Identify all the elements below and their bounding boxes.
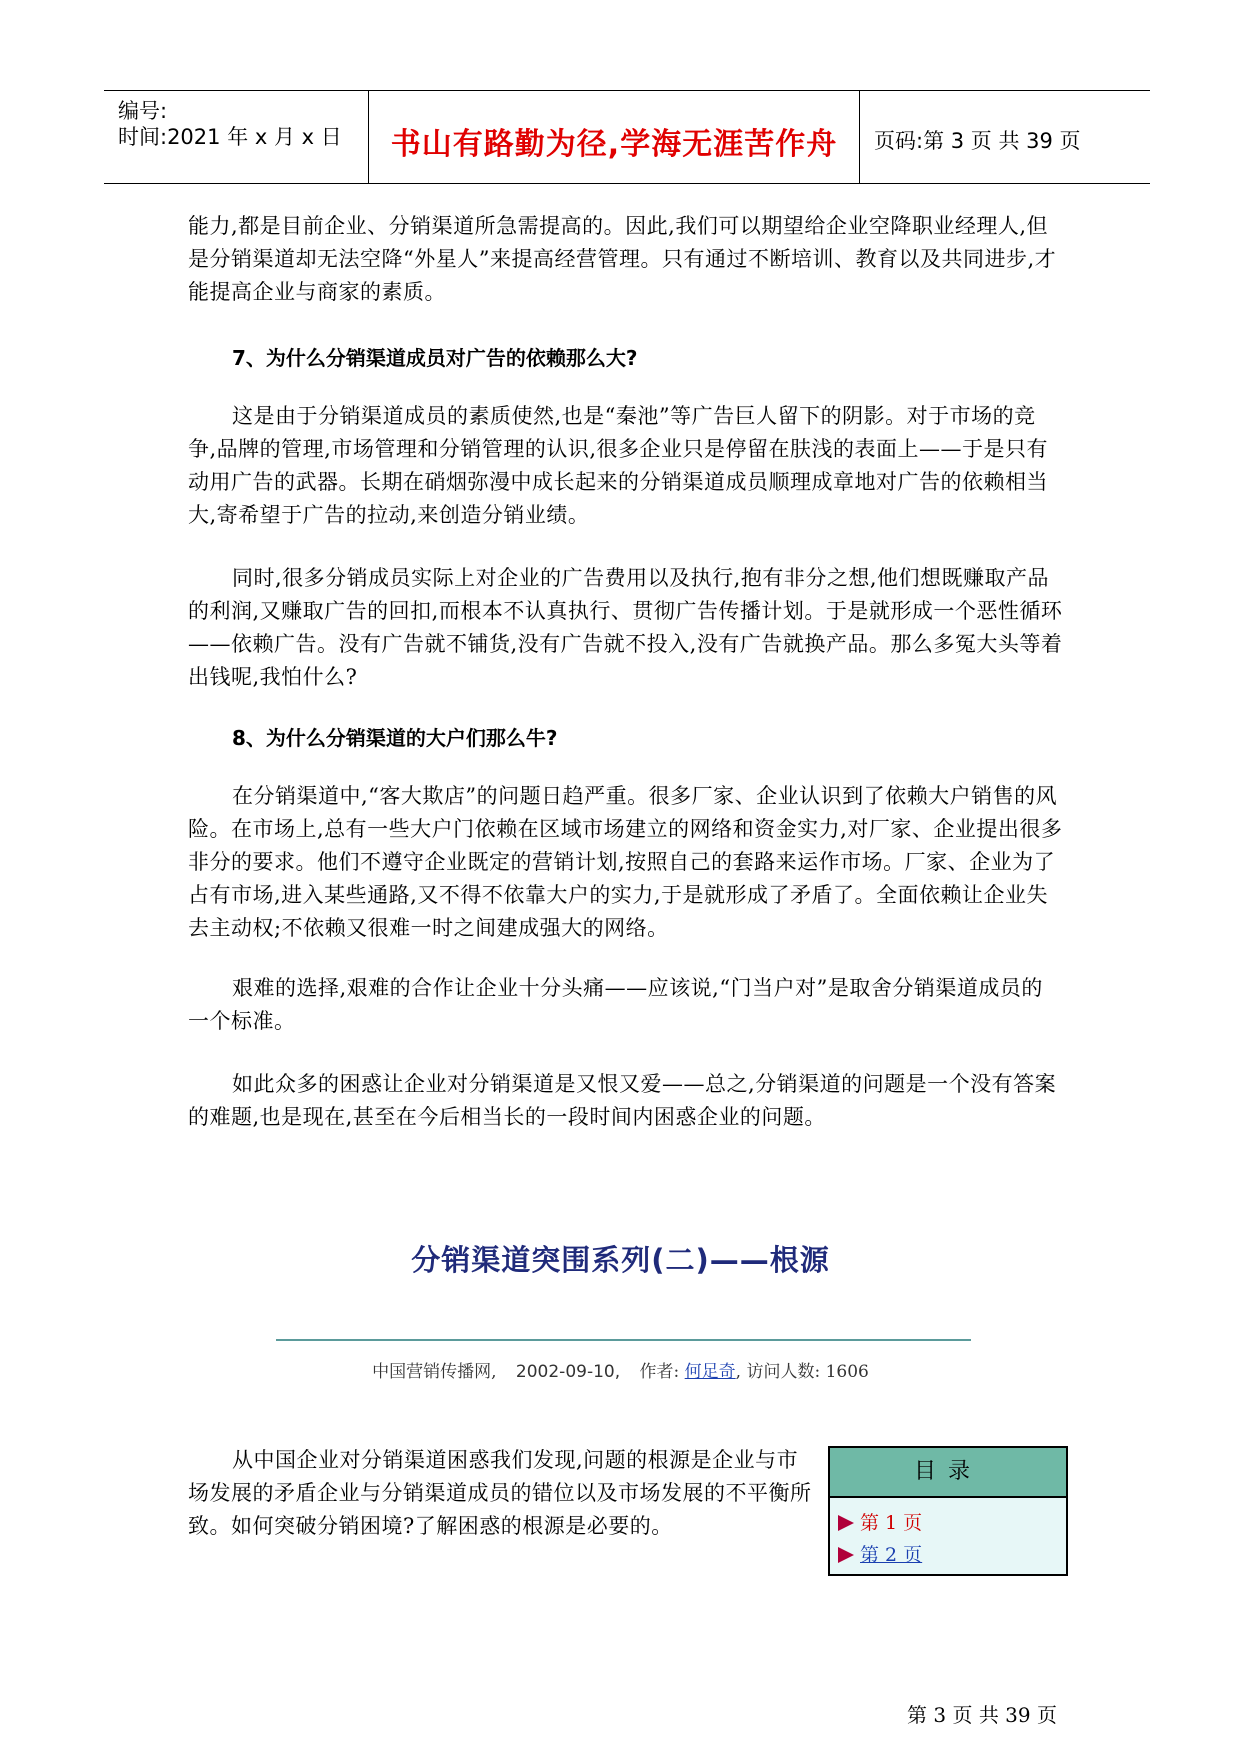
paragraph-6-block xyxy=(188,1068,1064,1134)
doc-time-label: 时间:2021 年 x 月 x 日 xyxy=(118,125,342,149)
article-intro-block xyxy=(188,1444,816,1543)
paragraph-2-block xyxy=(188,400,1064,532)
header-page-code: 页码:第 3 页 共 39 页 xyxy=(874,129,1081,153)
doc-number-label: 编号: xyxy=(118,99,168,123)
paragraph: 艰难的选择,艰难的合作让企业十分头痛——应该说,“门当户对”是取舍分销渠道成员的一个标准。 xyxy=(188,976,1043,1033)
header-right-cell xyxy=(860,91,1150,183)
article-author-label: 作者: xyxy=(639,1362,680,1382)
arrow-right-icon xyxy=(838,1515,854,1531)
article-author-link[interactable]: 何足奇 xyxy=(684,1362,736,1382)
page-footer: 第 3 页 共 39 页 xyxy=(907,1703,1057,1727)
paragraph: 从中国企业对分销渠道困惑我们发现,问题的根源是企业与市场发展的矛盾企业与分销渠道成员的错位以及市场发展的不平衡所致。如何突破分销困境?了解困惑的根源是必要的。 xyxy=(188,1448,812,1538)
question-heading: 7、为什么分销渠道成员对广告的依赖那么大? xyxy=(232,346,638,370)
paragraph-1-block xyxy=(188,210,1064,309)
header-motto: 书山有路勤为径,学海无涯苦作舟 xyxy=(390,127,838,162)
article-visits: , 访问人数: 1606 xyxy=(735,1362,869,1382)
article-date: 2002-09-10, xyxy=(515,1362,621,1382)
paragraph: 这是由于分销渠道成员的素质使然,也是“秦池”等广告巨人留下的阴影。对于市场的竞争,品牌的管理,市场管理和分销管理的认识,很多企业只是停留在肤浅的表面上——于是只有动用广告的武器。长期在硝烟弥漫中成长起来的分销渠道成员顺理成章地对广告的依赖相当大,寄希望于广告的拉动,来创造分销业绩。 xyxy=(188,404,1049,527)
toc-item-label: 第 1 页 xyxy=(860,1512,923,1534)
paragraph-4-block xyxy=(188,780,1064,945)
arrow-right-icon xyxy=(838,1547,854,1563)
paragraph: 同时,很多分销成员实际上对企业的广告费用以及执行,抱有非分之想,他们想既赚取产品的利润,又赚取广告的回扣,而根本不认真执行、贯彻广告传播计划。于是就形成一个恶性循环——依赖广告。没有广告就不铺货,没有广告就不投入,没有广告就换产品。那么多冤大头等着出钱呢,我怕什么? xyxy=(188,566,1063,689)
table-of-contents xyxy=(828,1446,1068,1576)
page-header xyxy=(104,90,1150,184)
toc-item-page-1 xyxy=(838,1508,922,1535)
question-7-block xyxy=(188,342,1064,371)
article-title: 分销渠道突围系列(二)——根源 xyxy=(411,1243,830,1277)
header-left-cell xyxy=(104,91,369,183)
header-middle-cell xyxy=(369,91,860,183)
title-divider xyxy=(276,1339,971,1341)
paragraph: 在分销渠道中,“客大欺店”的问题日趋严重。很多厂家、企业认识到了依赖大户销售的风险。在市场上,总有一些大户门依赖在区域市场建立的网络和资金实力,对厂家、企业提出很多非分的要求。他们不遵守企业既定的营销计划,按照自己的套路来运作市场。厂家、企业为了占有市场,进入某些通路,又不得不依靠大户的实力,于是就形成了矛盾了。全面依赖让企业失去主动权;不依赖又很难一时之间建成强大的网络。 xyxy=(188,784,1063,940)
question-8-block xyxy=(188,722,1064,751)
toc-item-label[interactable]: 第 2 页 xyxy=(860,1544,923,1566)
paragraph: 如此众多的困惑让企业对分销渠道是又恨又爱——总之,分销渠道的问题是一个没有答案的难题,也是现在,甚至在今后相当长的一段时间内困惑企业的问题。 xyxy=(188,1072,1057,1129)
paragraph-3-block xyxy=(188,562,1064,694)
question-heading: 8、为什么分销渠道的大户们那么牛? xyxy=(232,726,558,750)
article-source: 中国营销传播网, xyxy=(372,1362,497,1382)
paragraph-5-block xyxy=(188,972,1064,1038)
paragraph: 能力,都是目前企业、分销渠道所急需提高的。因此,我们可以期望给企业空降职业经理人,但是分销渠道却无法空降“外星人”来提高经营管理。只有通过不断培训、教育以及共同进步,才能提高企业与商家的素质。 xyxy=(188,214,1057,304)
toc-item-page-2[interactable] xyxy=(838,1540,922,1567)
article-meta xyxy=(0,1357,1241,1382)
toc-title: 目录 xyxy=(830,1448,1066,1498)
